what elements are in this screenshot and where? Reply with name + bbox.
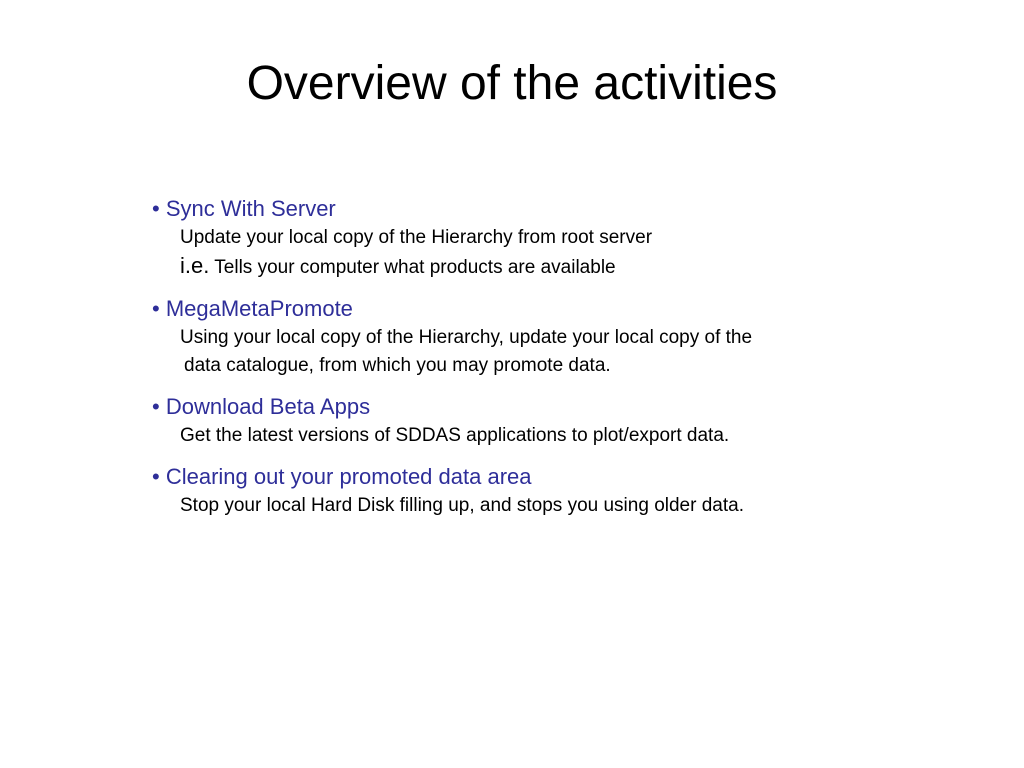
slide-title: Overview of the activities xyxy=(246,57,778,110)
activity-item-sync-with-server xyxy=(152,194,932,282)
activity-item-megametapromote xyxy=(152,294,932,380)
activity-heading: Download Beta Apps xyxy=(165,394,371,419)
activity-description-line-1: Using your local copy of the Hierarchy, update your local copy of the xyxy=(180,327,753,348)
activity-description: Get the latest versions of SDDAS applications to plot/export data. xyxy=(180,425,730,446)
activity-description-example xyxy=(152,252,932,282)
activity-heading: Clearing out your promoted data area xyxy=(165,464,532,489)
activity-item-download-beta-apps xyxy=(152,392,932,450)
bullet-icon: • xyxy=(152,394,160,419)
activity-heading-row xyxy=(152,294,932,324)
activity-description-line-2: data catalogue, from which you may promote data. xyxy=(184,355,611,376)
activity-heading-row xyxy=(152,462,932,492)
activity-description: Update your local copy of the Hierarchy from root server xyxy=(180,227,653,248)
bullet-icon: • xyxy=(152,196,160,221)
activity-list xyxy=(152,194,932,520)
activity-heading-row xyxy=(152,392,932,422)
bullet-icon: • xyxy=(152,464,160,489)
example-text: Tells your computer what products are available xyxy=(214,257,616,278)
activity-heading-row xyxy=(152,194,932,224)
activity-description xyxy=(152,324,932,380)
activity-heading: MegaMetaPromote xyxy=(165,296,353,321)
activity-heading: Sync With Server xyxy=(165,196,336,221)
example-prefix: i.e. xyxy=(180,253,210,278)
bullet-icon: • xyxy=(152,296,160,321)
activity-item-clearing-promoted-data xyxy=(152,462,932,520)
activity-description: Stop your local Hard Disk filling up, and stops you using older data. xyxy=(180,495,744,516)
